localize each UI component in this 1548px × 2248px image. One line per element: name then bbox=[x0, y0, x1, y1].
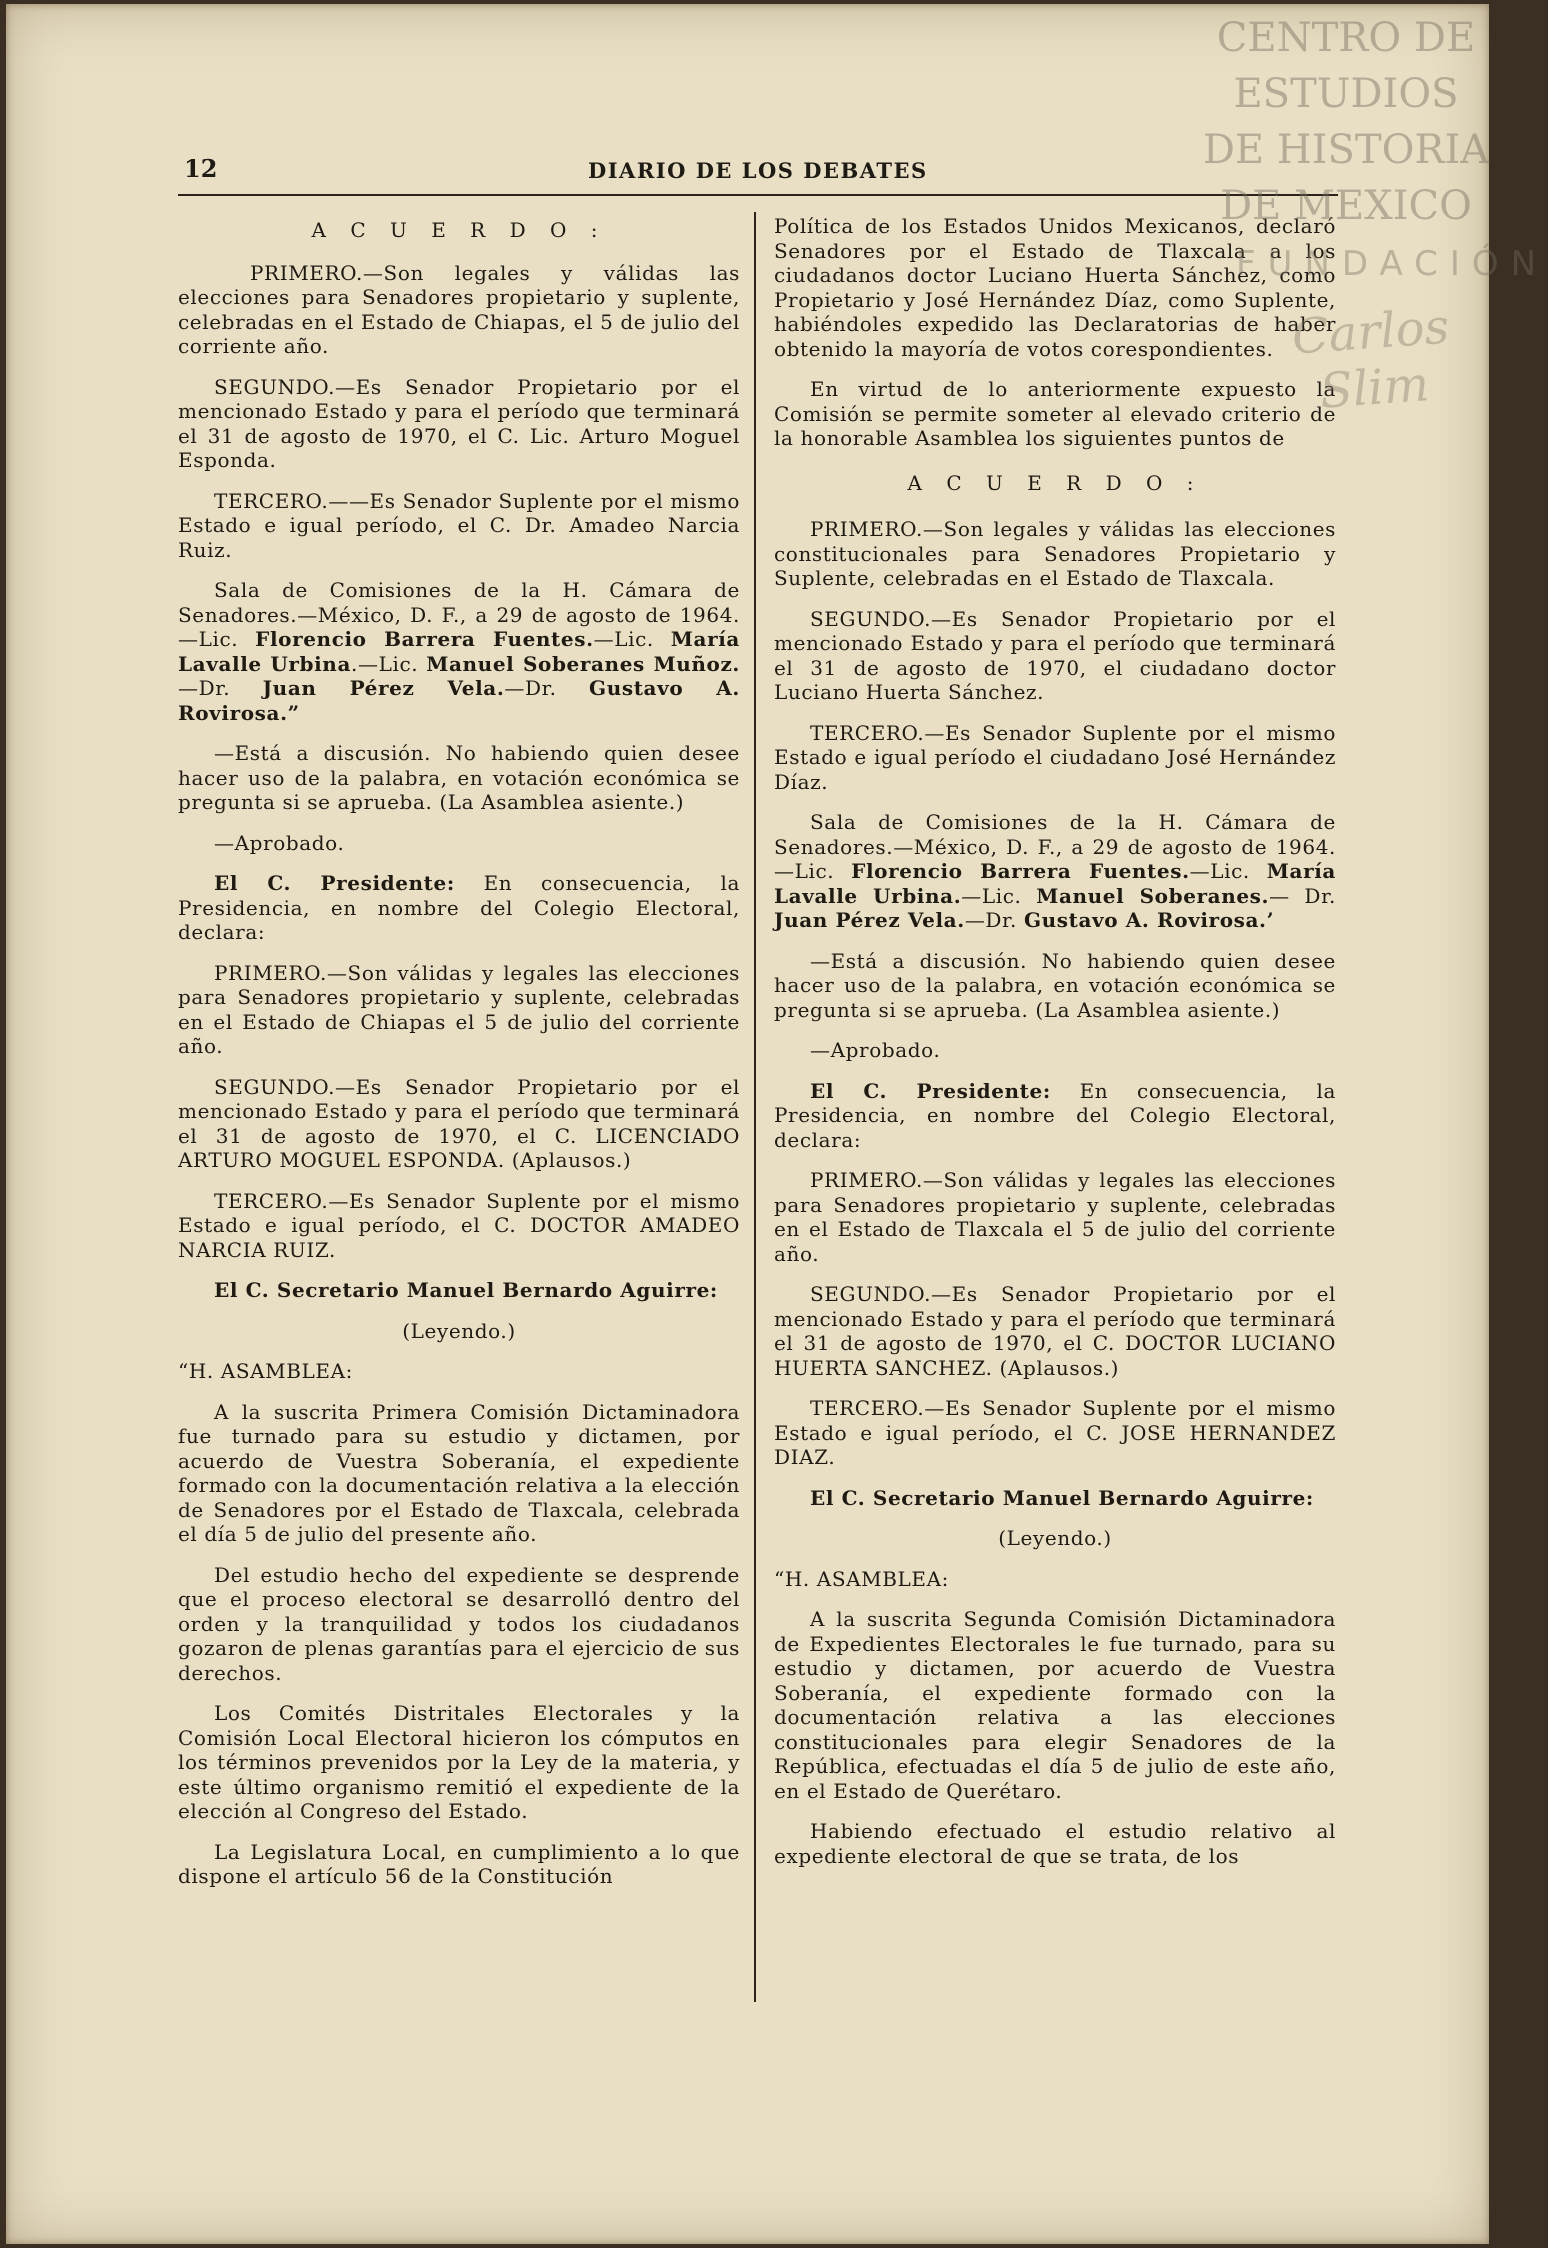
paragraph bbox=[178, 578, 740, 725]
paragraph bbox=[178, 489, 740, 563]
paragraph bbox=[774, 1168, 1336, 1266]
text-run: A la suscrita Primera Comisión Dictaminadora fue turnado para su estudio y dictamen, por acuerdo de Vuestra Soberanía, el expediente formado con la documentación relativa a la elección de Senadores por el Estado de Tlaxcala, celebrada el día 5 de julio del presente año. bbox=[178, 1399, 740, 1546]
watermark-line: ESTUDIOS bbox=[1233, 71, 1459, 117]
text-run: —Lic. bbox=[961, 883, 1037, 908]
bold-text-run: Juan Pérez Vela. bbox=[262, 676, 505, 700]
bold-text-run: Florencio Barrera Fuentes. bbox=[851, 859, 1190, 883]
bold-text-run: Manuel Soberanes. bbox=[1036, 883, 1270, 908]
paragraph bbox=[178, 1359, 740, 1384]
text-run: PRIMERO.—Son legales y válidas las elecciones para Senadores propietario y suplente, celebradas en el Estado de Chiapas, el 5 de julio del corriente año. bbox=[178, 260, 740, 358]
bold-text-run: María Lavalle Urbina. bbox=[774, 859, 1336, 908]
paragraph bbox=[178, 1563, 740, 1686]
text-run: — Dr. bbox=[1269, 883, 1336, 908]
text-run: PRIMERO.—Son válidas y legales las elecciones para Senadores propietario y suplente, celebradas en el Estado de Tlaxcala el 5 de julio del corriente año. bbox=[774, 1168, 1336, 1266]
paragraph bbox=[774, 1486, 1336, 1511]
watermark-line: DE MEXICO bbox=[1220, 183, 1472, 229]
text-run: En consecuencia, la Presidencia, en nombre del Colegio Electoral, declara: bbox=[774, 1078, 1336, 1152]
text-run: “H. ASAMBLEA: bbox=[774, 1566, 950, 1591]
text-run: A C U E R D O : bbox=[311, 218, 607, 242]
paragraph bbox=[774, 1607, 1336, 1803]
text-run: PRIMERO.—Son válidas y legales las elecciones para Senadores propietario y suplente, celebradas en el Estado de Chiapas el 5 de julio del corriente año. bbox=[178, 960, 740, 1058]
watermark-foundation: FUNDACIÓN bbox=[1236, 244, 1548, 284]
text-run: Política de los Estados Unidos Mexicanos, declaró Senadores por el Estado de Tlaxcala a los ciudadanos doctor Luciano Huerta Sánchez, como Propietario y José Hernández Díaz, como Suplente, habiéndoles expedido las Declaratorias de haber obtenido la mayoría de votos corespondientes. bbox=[774, 214, 1336, 361]
text-run: TERCERO.—Es Senador Suplente por el mismo Estado e igual período el ciudadano José Hernández Díaz. bbox=[774, 720, 1336, 794]
section-heading bbox=[178, 218, 740, 243]
paragraph bbox=[178, 1400, 740, 1547]
right-column bbox=[774, 214, 1336, 1884]
paragraph bbox=[178, 961, 740, 1059]
paragraph bbox=[774, 1038, 1336, 1063]
column-divider bbox=[754, 212, 756, 2002]
paragraph bbox=[178, 1840, 740, 1889]
text-run: Sala de Comisiones de la H. Cámara de Senadores.—México, D. F., a 29 de agosto de 1964.—Lic. bbox=[774, 810, 1336, 883]
paragraph bbox=[178, 831, 740, 856]
bold-text-run: Manuel Soberanes Muñoz. bbox=[426, 651, 740, 676]
text-run: —Dr. bbox=[504, 676, 590, 700]
text-run: —Aprobado. bbox=[214, 830, 345, 855]
text-run: (Leyendo.) bbox=[998, 1526, 1112, 1550]
page-number: 12 bbox=[184, 154, 218, 183]
paragraph bbox=[178, 375, 740, 473]
text-run: —Está a discusión. No habiendo quien desee hacer uso de la palabra, en votación económica se pregunta si se aprueba. (La Asamblea asiente.) bbox=[178, 741, 740, 814]
text-run: —Está a discusión. No habiendo quien desee hacer uso de la palabra, en votación económica se pregunta si se aprueba. (La Asamblea asiente.) bbox=[774, 948, 1336, 1022]
text-run: (Leyendo.) bbox=[402, 1318, 516, 1343]
watermark-line: CENTRO DE bbox=[1216, 15, 1476, 61]
publication-title: DIARIO DE LOS DEBATES bbox=[588, 158, 928, 183]
paragraph bbox=[178, 1075, 740, 1173]
section-heading bbox=[774, 471, 1336, 496]
text-run: Habiendo efectuado el estudio relativo al expediente electoral de que se trata, de los bbox=[774, 1819, 1336, 1868]
paragraph bbox=[774, 1819, 1336, 1868]
scanned-page bbox=[6, 4, 1548, 2244]
bold-text-run: Florencio Barrera Fuentes. bbox=[255, 627, 594, 651]
text-run: SEGUNDO.—Es Senador Propietario por el mencionado Estado y para el período que terminará el 31 de agosto de 1970, el ciudadano doctor Luciano Huerta Sánchez. bbox=[774, 606, 1336, 704]
paragraph bbox=[774, 1567, 1336, 1592]
watermark-signature: Carlos Slim bbox=[1290, 298, 1451, 420]
text-run: —Aprobado. bbox=[810, 1038, 941, 1062]
bold-text-run: El C. Presidente: bbox=[214, 871, 455, 895]
bold-text-run: María Lavalle Urbina bbox=[178, 627, 740, 676]
text-run: SEGUNDO.—Es Senador Propietario por el mencionado Estado y para el período que terminará el 31 de agosto de 1970, el C. DOCTOR LUCIANO HUERTA SANCHEZ. (Aplausos.) bbox=[774, 1282, 1336, 1380]
text-run: —Lic. bbox=[1189, 859, 1267, 883]
text-run: La Legislatura Local, en cumplimiento a lo que dispone el artículo 56 de la Constitución bbox=[178, 1839, 740, 1888]
bold-text-run: El C. Secretario Manuel Bernardo Aguirre: bbox=[214, 1278, 718, 1302]
bold-text-run: Gustavo A. Rovirosa.” bbox=[178, 676, 740, 725]
paragraph bbox=[774, 607, 1336, 705]
text-run: Del estudio hecho del expediente se desprende que el proceso electoral se desarrolló dentro del orden y la tranquilidad y todos los ciudadanos gozaron de plenas garantías para el ejercicio de sus derechos. bbox=[178, 1562, 740, 1685]
paragraph bbox=[178, 261, 740, 359]
watermark-line: DE HISTORIA bbox=[1202, 127, 1490, 173]
bold-text-run: Gustavo A. Rovirosa.’ bbox=[1023, 908, 1275, 932]
text-run: .—Lic. bbox=[351, 651, 427, 676]
bold-text-run: El C. Presidente: bbox=[810, 1078, 1051, 1103]
text-run: TERCERO.——Es Senador Suplente por el mismo Estado e igual período, el C. Dr. Amadeo Narcia Ruiz. bbox=[178, 488, 740, 562]
text-run: Sala de Comisiones de la H. Cámara de Senadores.—México, D. F., a 29 de agosto de 1964.—Lic. bbox=[178, 578, 740, 651]
header-rule bbox=[178, 194, 1338, 196]
paragraph bbox=[774, 1396, 1336, 1470]
paragraph bbox=[178, 871, 740, 945]
text-run: En consecuencia, la Presidencia, en nombre del Colegio Electoral, declara: bbox=[178, 871, 740, 944]
left-column bbox=[178, 214, 740, 1905]
text-run: —Dr. bbox=[178, 676, 263, 700]
paragraph bbox=[774, 949, 1336, 1023]
paragraph bbox=[774, 721, 1336, 795]
bold-text-run: El C. Secretario Manuel Bernardo Aguirre: bbox=[810, 1485, 1314, 1510]
paragraph bbox=[178, 1278, 740, 1303]
text-run: TERCERO.—Es Senador Suplente por el mismo Estado e igual período, el C. JOSE HERNANDEZ DIAZ. bbox=[774, 1396, 1336, 1469]
text-run: “H. ASAMBLEA: bbox=[178, 1359, 354, 1383]
text-run: SEGUNDO.—Es Senador Propietario por el mencionado Estado y para el período que terminará el 31 de agosto de 1970, el C. Lic. Arturo Moguel Esponda. bbox=[178, 374, 740, 472]
text-run: En virtud de lo anteriormente expuesto la Comisión se permite someter al elevado criterio de la honorable Asamblea los siguientes puntos de bbox=[774, 377, 1336, 450]
bold-text-run: Juan Pérez Vela. bbox=[774, 908, 965, 932]
paragraph bbox=[178, 1319, 740, 1344]
paragraph bbox=[774, 1526, 1336, 1551]
text-run: SEGUNDO.—Es Senador Propietario por el mencionado Estado y para el período que terminará el 31 de agosto de 1970, el C. LICENCIADO ARTURO MOGUEL ESPONDA. (Aplausos.) bbox=[178, 1074, 740, 1172]
paragraph bbox=[774, 1282, 1336, 1380]
text-run: Los Comités Distritales Electorales y la Comisión Local Electoral hicieron los cómputos en los términos prevenidos por la Ley de la materia, y este último organismo remitió el expediente de la elección al Congreso del Estado. bbox=[178, 1701, 740, 1823]
paragraph bbox=[774, 214, 1336, 361]
text-run: TERCERO.—Es Senador Suplente por el mismo Estado e igual período, el C. DOCTOR AMADEO NARCIA RUIZ. bbox=[178, 1188, 740, 1262]
paragraph bbox=[178, 1701, 740, 1824]
paragraph bbox=[178, 741, 740, 815]
paragraph bbox=[774, 810, 1336, 933]
paragraph bbox=[774, 517, 1336, 591]
text-run: PRIMERO.—Son legales y válidas las elecciones constitucionales para Senadores Propietario y Suplente, celebradas en el Estado de Tlaxcala. bbox=[774, 517, 1336, 590]
text-run: —Dr. bbox=[964, 908, 1024, 932]
text-run: —Lic. bbox=[593, 627, 671, 651]
paragraph bbox=[774, 1079, 1336, 1153]
text-run: A la suscrita Segunda Comisión Dictaminadora de Expedientes Electorales le fue turnado, para su estudio y dictamen, por acuerdo de Vuestra Soberanía, el expediente formado con la documentación relativa a las elecciones constitucionales para elegir Senadores de la República, efectuadas el día 5 de julio de este año, en el Estado de Querétaro. bbox=[774, 1607, 1336, 1803]
paragraph bbox=[178, 1189, 740, 1263]
watermark-institution bbox=[1196, 10, 1496, 234]
text-run: A C U E R D O : bbox=[907, 470, 1203, 495]
paragraph bbox=[774, 377, 1336, 451]
